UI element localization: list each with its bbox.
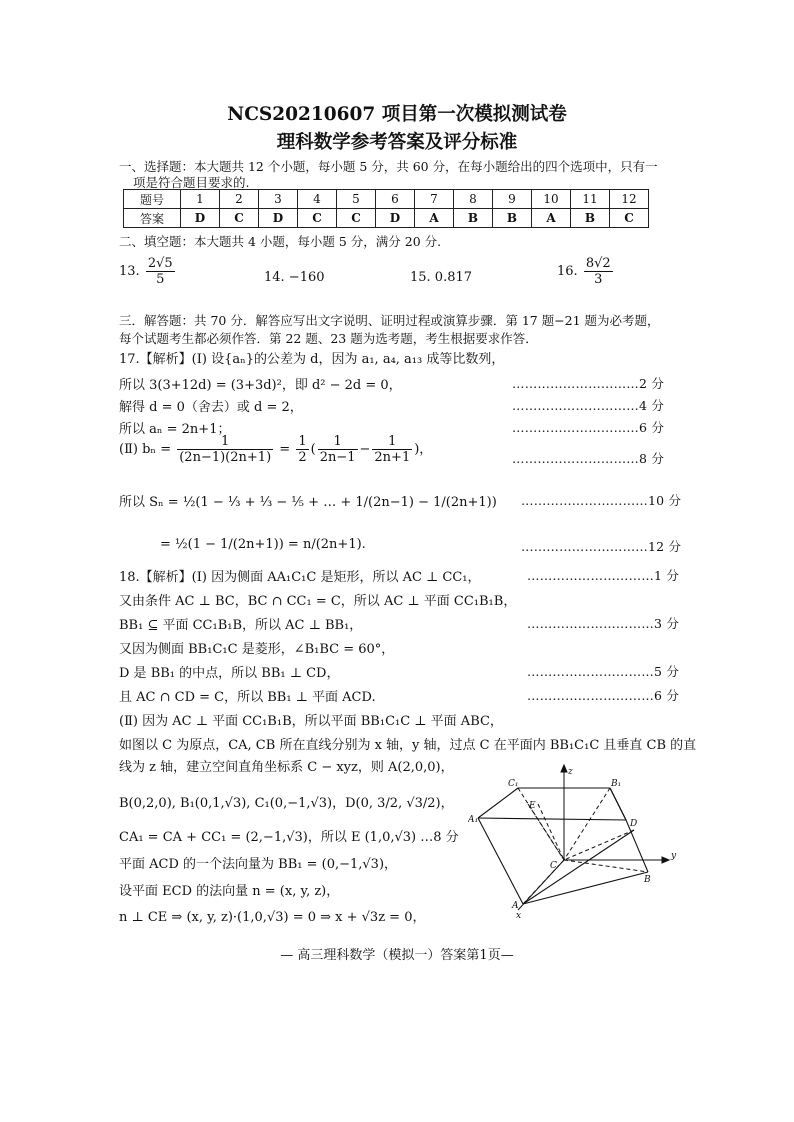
table-cell: B bbox=[454, 209, 493, 228]
frac-den: 2 bbox=[298, 450, 307, 465]
fill-answer-16 bbox=[557, 256, 615, 287]
point-label-a1: A₁ bbox=[468, 815, 479, 825]
point-label-b1: B₁ bbox=[611, 779, 622, 789]
table-cell: 7 bbox=[415, 190, 454, 209]
q18-line-12: 平面 ACD 的一个法向量为 BB₁ = (0,−1,√3)， bbox=[119, 857, 398, 872]
table-cell: C bbox=[298, 209, 337, 228]
fill-answer-15: 15. 0.817 bbox=[410, 270, 473, 285]
q17-l5-d: − bbox=[359, 442, 371, 457]
table-cell: 9 bbox=[493, 190, 532, 209]
answer-table-number-row bbox=[124, 190, 649, 209]
table-cell: A bbox=[532, 209, 571, 228]
q18-line-3: BB₁ ⊆ 平面 CC₁B₁B，所以 AC ⊥ BB₁， bbox=[119, 618, 363, 633]
q17-l5-a: (Ⅱ) bₙ = bbox=[119, 442, 172, 457]
table-cell: 5 bbox=[337, 190, 376, 209]
score-q18-1: …………………………1 分 bbox=[527, 568, 680, 583]
q17-l5-b: = bbox=[279, 442, 291, 457]
table-cell: 1 bbox=[181, 190, 220, 209]
frac-den: 2n−1 bbox=[319, 450, 356, 465]
table-cell: B bbox=[571, 209, 610, 228]
table-cell: 10 bbox=[532, 190, 571, 209]
axis-label-x: x bbox=[516, 911, 522, 920]
q13-label: 13. bbox=[119, 264, 140, 279]
q17-line-7: = ½(1 − 1/(2n+1)) = n/(2n+1). bbox=[160, 537, 366, 552]
q17-frac-3 bbox=[318, 434, 358, 465]
q17-frac-2 bbox=[296, 434, 308, 465]
frac-den: 2n+1 bbox=[374, 450, 411, 465]
q17-frac-1 bbox=[177, 434, 273, 465]
q18-line-13: 设平面 ECD 的法向量 n = (x, y, z)， bbox=[119, 884, 340, 899]
score-q17-5: …………………………10 分 bbox=[521, 493, 682, 508]
q18-line-14: n ⊥ CE ⇒ (x, y, z)·(1,0,√3) = 0 ⇒ x + √3z = 0， bbox=[119, 910, 426, 925]
q18-line-2: 又由条件 AC ⊥ BC，BC ∩ CC₁ = C，所以 AC ⊥ 平面 CC₁B₁B， bbox=[119, 594, 517, 609]
axis-label-y: y bbox=[671, 851, 677, 861]
q17-line-6: 所以 Sₙ = ½(1 − ⅓ + ⅓ − ⅕ + … + 1/(2n−1) − 1/(2n+1)) bbox=[119, 495, 497, 510]
table-cell: C bbox=[337, 209, 376, 228]
q17-l5-e: )， bbox=[414, 442, 433, 457]
table-cell: C bbox=[610, 209, 649, 228]
table-cell: A bbox=[415, 209, 454, 228]
table-cell: 4 bbox=[298, 190, 337, 209]
table-cell: 8 bbox=[454, 190, 493, 209]
q18-line-5: D 是 BB₁ 的中点，所以 BB₁ ⊥ CD， bbox=[119, 666, 340, 681]
answer-table bbox=[123, 189, 649, 228]
q18-line-1: 18.【解析】(Ⅰ) 因为侧面 AA₁C₁C 是矩形，所以 AC ⊥ CC₁， bbox=[119, 570, 481, 585]
frac-den: (2n−1)(2n+1) bbox=[179, 450, 272, 465]
section-1-line-1: 一、选择题：本大题共 12 个小题，每小题 5 分，共 60 分，在每小题给出的四个选项中，只有一 bbox=[119, 159, 658, 174]
score-q17-1: …………………………2 分 bbox=[512, 376, 665, 391]
q18-line-7: (Ⅱ) 因为 AC ⊥ 平面 CC₁B₁B，所以平面 BB₁C₁C ⊥ 平面 ABC， bbox=[119, 714, 503, 729]
score-q17-2: …………………………4 分 bbox=[512, 398, 665, 413]
q16-numerator: 8√2 bbox=[585, 256, 611, 271]
q17-l5-c: ( bbox=[310, 442, 316, 457]
q18-line-9: 线为 z 轴，建立空间直角坐标系 C − xyz，则 A(2,0,0)， bbox=[119, 760, 454, 775]
score-q18-2: …………………………3 分 bbox=[527, 616, 680, 631]
fill-answer-13 bbox=[119, 256, 177, 287]
table-cell: D bbox=[181, 209, 220, 228]
section-2-heading: 二、填空题：本大题共 4 小题，每小题 5 分，满分 20 分. bbox=[119, 234, 442, 249]
page-footer: — 高三理科数学（模拟一）答案第1页— bbox=[280, 948, 514, 963]
table-header-number: 题号 bbox=[124, 190, 181, 209]
point-label-e: E bbox=[529, 801, 536, 811]
q18-line-11: CA₁ = CA + CC₁ = (2,−1,√3)，所以 E (1,0,√3) …8 分 bbox=[119, 830, 459, 845]
section-1-line-2: 项是符合题目要求的. bbox=[133, 175, 250, 190]
frac-num: 1 bbox=[372, 434, 412, 450]
score-q17-4: …………………………8 分 bbox=[512, 451, 665, 466]
score-q18-4: …………………………6 分 bbox=[527, 688, 680, 703]
q17-frac-4 bbox=[372, 434, 412, 465]
q17-line-4: 所以 aₙ = 2n+1； bbox=[119, 422, 231, 437]
q18-line-6: 且 AC ∩ CD = C，所以 BB₁ ⊥ 平面 ACD. bbox=[119, 690, 376, 705]
q17-line-2: 所以 3(3+12d) = (3+3d)²，即 d² − 2d = 0， bbox=[119, 378, 402, 393]
score-q17-3: …………………………6 分 bbox=[512, 420, 665, 435]
table-cell: C bbox=[220, 209, 259, 228]
axis-label-z: z bbox=[568, 767, 573, 777]
frac-num: 1 bbox=[177, 434, 273, 450]
answer-table-answer-row bbox=[124, 209, 649, 228]
table-cell: B bbox=[493, 209, 532, 228]
section-3-line-1: 三．解答题：共 70 分．解答应写出文字说明、证明过程或演算步骤．第 17 题−21 题为必考题， bbox=[119, 313, 660, 328]
point-label-c1: C₁ bbox=[508, 779, 519, 789]
q13-numerator: 2√5 bbox=[147, 256, 173, 271]
table-cell: 3 bbox=[259, 190, 298, 209]
point-label-d: D bbox=[630, 819, 638, 829]
frac-num: 1 bbox=[298, 434, 307, 449]
point-label-b: B bbox=[644, 875, 651, 885]
table-cell: 12 bbox=[610, 190, 649, 209]
table-cell: D bbox=[376, 209, 415, 228]
q16-fraction bbox=[584, 256, 613, 287]
fill-answer-14: 14. −160 bbox=[264, 270, 325, 285]
q17-line-3: 解得 d = 0（舍去）或 d = 2， bbox=[119, 400, 303, 415]
point-label-a: A bbox=[512, 901, 519, 911]
score-q18-3: …………………………5 分 bbox=[527, 664, 680, 679]
page-title: NCS20210607 项目第一次模拟测试卷 bbox=[227, 104, 567, 125]
q13-fraction bbox=[146, 256, 175, 287]
section-3-line-2: 每个试题考生都必须作答．第 22 题、23 题为选考题，考生根据要求作答． bbox=[119, 331, 538, 346]
q17-line-5 bbox=[119, 434, 432, 465]
table-cell: 11 bbox=[571, 190, 610, 209]
prism-figure bbox=[468, 760, 688, 920]
q18-line-10: B(0,2,0), B₁(0,1,√3), C₁(0,−1,√3)，D(0, 3/2, √3/2)， bbox=[119, 796, 454, 811]
table-header-answer: 答案 bbox=[124, 209, 181, 228]
table-cell: 2 bbox=[220, 190, 259, 209]
q13-denominator: 5 bbox=[156, 272, 165, 287]
table-cell: 6 bbox=[376, 190, 415, 209]
frac-num: 1 bbox=[318, 434, 358, 450]
q16-denominator: 3 bbox=[594, 272, 603, 287]
q18-line-8: 如图以 C 为原点，CA, CB 所在直线分别为 x 轴，y 轴，过点 C 在平面内 BB₁C₁C 且垂直 CB 的直 bbox=[119, 738, 697, 753]
q17-line-1: 17.【解析】(Ⅰ) 设{aₙ}的公差为 d，因为 a₁, a₄, a₁₃ 成等比数列， bbox=[119, 352, 505, 367]
q16-label: 16. bbox=[557, 264, 578, 279]
q18-line-4: 又因为侧面 BB₁C₁C 是菱形，∠B₁BC = 60°， bbox=[119, 642, 395, 657]
score-q17-6: …………………………12 分 bbox=[521, 539, 682, 554]
point-label-c: C bbox=[550, 861, 557, 871]
table-cell: D bbox=[259, 209, 298, 228]
page-subtitle: 理科数学参考答案及评分标准 bbox=[276, 132, 518, 153]
